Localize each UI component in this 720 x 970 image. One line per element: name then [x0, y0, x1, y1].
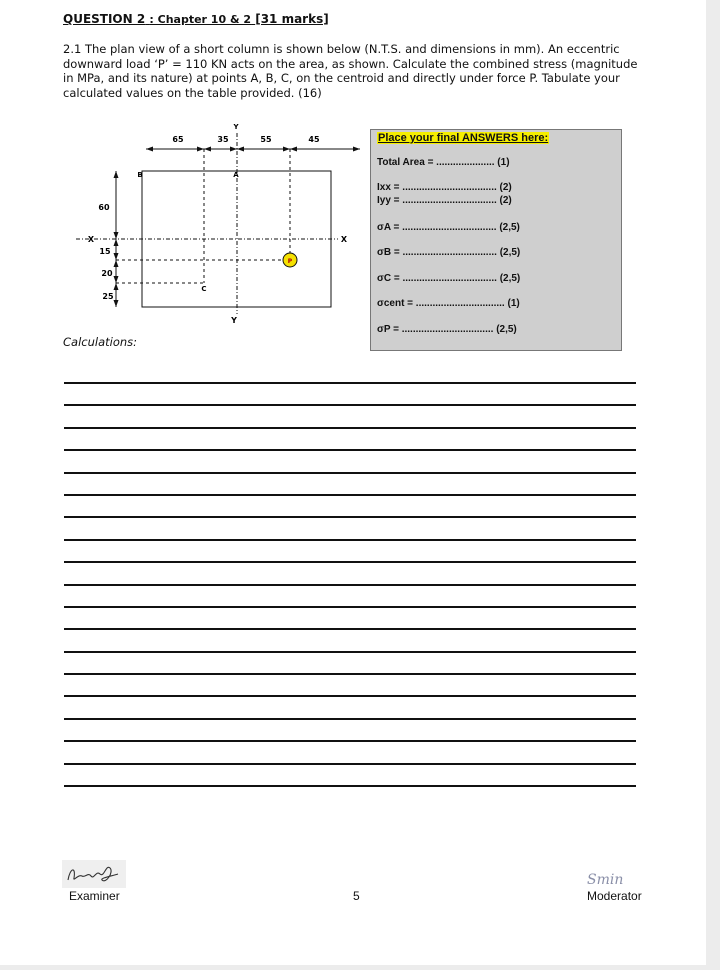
writing-line: [64, 382, 636, 384]
dim-label-45: 45: [308, 135, 320, 144]
answer-sigma-p: σP = ................................. (2,5): [377, 324, 517, 335]
point-b-label: B: [137, 171, 143, 179]
answers-header: Place your final ANSWERS here:: [378, 132, 549, 144]
writing-line: [64, 494, 636, 496]
writing-line: [64, 718, 636, 720]
dim-label-65: 65: [172, 135, 184, 144]
question-number: QUESTION 2: [63, 12, 146, 26]
examiner-label: Examiner: [69, 889, 120, 903]
dim-label-35: 35: [217, 135, 229, 144]
writing-line: [64, 651, 636, 653]
x-axis-label-left: X: [87, 235, 95, 244]
writing-line: [64, 763, 636, 765]
answer-sigma-a: σA = .................................. (2,5): [377, 222, 520, 233]
answers-box: [370, 129, 622, 351]
dim-label-60: 60: [98, 203, 110, 212]
writing-line: [64, 695, 636, 697]
calculations-label: Calculations:: [63, 335, 138, 349]
writing-line: [64, 628, 636, 630]
writing-line: [64, 539, 636, 541]
dim-label-20: 20: [101, 269, 113, 278]
answer-sigma-b: σB = .................................. (2,5): [377, 247, 521, 258]
column-plan-diagram: [68, 118, 368, 333]
writing-line: [64, 427, 636, 429]
load-p-label: P: [287, 258, 293, 265]
writing-line: [64, 472, 636, 474]
writing-line: [64, 449, 636, 451]
writing-line: [64, 584, 636, 586]
writing-line: [64, 785, 636, 787]
y-axis-label-top: Y: [233, 123, 239, 131]
question-text: 2.1 The plan view of a short column is shown below (N.T.S. and dimensions in mm). An eccentric downward load ‘P’ = 110 KN acts on the area, as shown. Calculate the combined stress (magnitude in MPa, and its nature) at points A, B, C, on the centroid and directly under force P. Tabulate your calculated values on the table provided. (16): [63, 42, 638, 100]
dim-label-55: 55: [260, 135, 272, 144]
answer-sigma-c: σC = .................................. (2,5): [377, 273, 521, 284]
page-number: 5: [353, 889, 360, 903]
y-axis-label-bottom: Y: [231, 316, 237, 325]
marks-label: [31 marks]: [255, 12, 329, 26]
moderator-signature: [585, 868, 645, 890]
answer-ixx: Ixx = .................................. (2): [377, 182, 512, 193]
writing-line: [64, 516, 636, 518]
writing-line: [64, 404, 636, 406]
writing-line: [64, 740, 636, 742]
svg-text:Smin: Smin: [587, 872, 624, 888]
point-a-label: A: [233, 171, 239, 179]
examiner-signature: [62, 860, 126, 888]
calculation-lines: [64, 382, 636, 807]
dim-label-15: 15: [99, 247, 111, 256]
writing-line: [64, 561, 636, 563]
answer-sigma-centroid: σcent = ................................ (1): [377, 298, 520, 309]
writing-line: [64, 673, 636, 675]
chapter-label: : Chapter 10 & 2: [149, 13, 252, 26]
answer-total-area: Total Area = ..................... (1): [377, 157, 510, 168]
question-title: [63, 12, 329, 26]
answer-iyy: Iyy = .................................. (2): [377, 195, 512, 206]
x-axis-label-right: X: [340, 235, 348, 244]
point-c-label: C: [201, 285, 207, 293]
moderator-label: Moderator: [587, 889, 642, 903]
writing-line: [64, 606, 636, 608]
dim-label-25: 25: [102, 292, 114, 301]
